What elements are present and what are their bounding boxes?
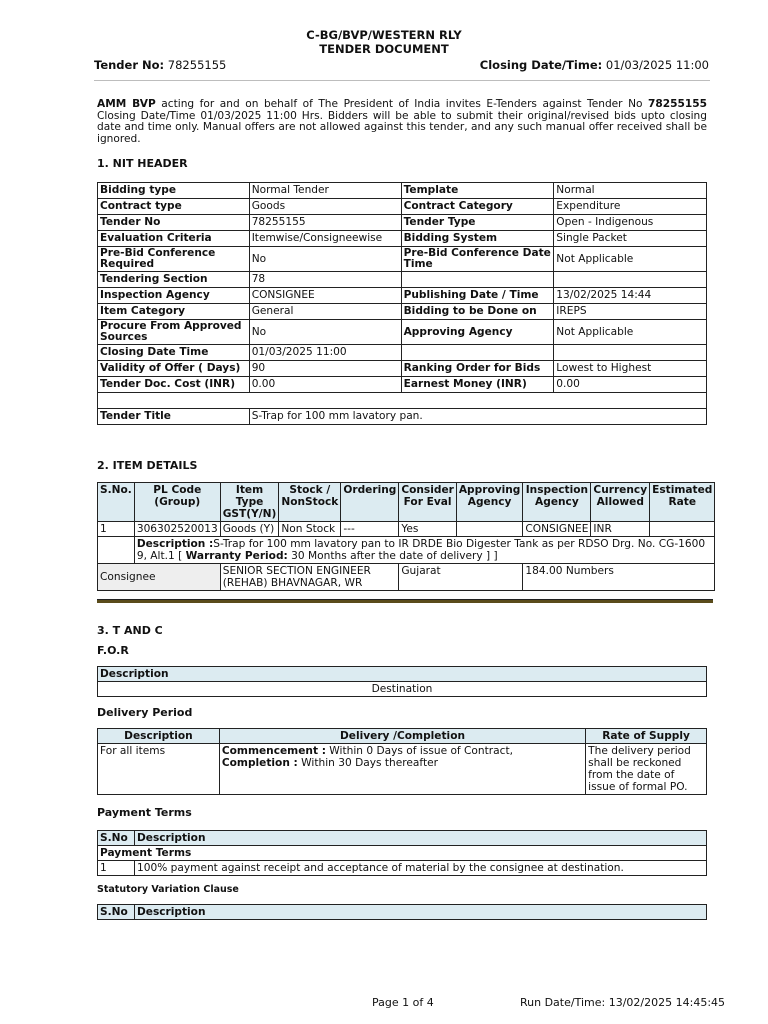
nit-value: General xyxy=(249,304,401,320)
nit-label: Validity of Offer ( Days) xyxy=(98,361,250,377)
item-currency: INR xyxy=(591,522,650,537)
commencement-label: Commencement : xyxy=(221,745,326,757)
item-details-heading: 2. ITEM DETAILS xyxy=(97,459,198,472)
nit-label: Approving Agency xyxy=(401,320,554,345)
nit-value: 01/03/2025 11:00 xyxy=(249,345,401,361)
tender-title-value: S-Trap for 100 mm lavatory pan. xyxy=(249,409,706,425)
item-description xyxy=(134,537,715,564)
col-inspection: Inspection Agency xyxy=(523,483,591,522)
consignee-name: SENIOR SECTION ENGINEER (REHAB) BHAVNAGAR, WR xyxy=(220,564,399,591)
intro-lead: AMM BVP xyxy=(97,98,156,110)
item-pl-code: 306302520013 xyxy=(134,522,220,537)
nit-label: Tendering Section xyxy=(98,272,250,288)
run-datetime-value: 13/02/2025 14:45:45 xyxy=(608,996,726,1009)
closing-datetime xyxy=(480,58,709,72)
nit-spacer-row xyxy=(98,393,707,409)
tender-number xyxy=(94,58,226,72)
delivery-col-rate: Rate of Supply xyxy=(586,729,707,744)
run-datetime xyxy=(520,996,725,1009)
item-row xyxy=(98,522,715,537)
nit-value: IREPS xyxy=(554,304,707,320)
item-description-row xyxy=(98,537,715,564)
intro-tender-no: 78255155 xyxy=(648,98,707,110)
payment-table xyxy=(97,830,707,876)
nit-row xyxy=(98,288,707,304)
delivery-col-description: Description xyxy=(98,729,220,744)
nit-label: Contract Category xyxy=(401,199,554,215)
closing-datetime-value: 01/03/2025 11:00 xyxy=(605,58,709,72)
intro-paragraph xyxy=(97,99,707,145)
closing-datetime-label: Closing Date/Time: xyxy=(479,58,603,72)
payment-col-description: Description xyxy=(134,831,706,846)
delivery-completion xyxy=(219,744,585,795)
col-pl-code: PL Code (Group) xyxy=(134,483,220,522)
nit-value: Expenditure xyxy=(554,199,707,215)
nit-value: Not Applicable xyxy=(554,247,707,272)
nit-row xyxy=(98,377,707,393)
nit-label: Item Category xyxy=(98,304,250,320)
nit-title-row xyxy=(98,409,707,425)
for-table xyxy=(97,666,707,697)
item-rate xyxy=(650,522,715,537)
nit-label: Contract type xyxy=(98,199,250,215)
consignee-quantity: 184.00 Numbers xyxy=(523,564,715,591)
nit-label: Tender No xyxy=(98,215,250,231)
nit-row xyxy=(98,320,707,345)
nit-row xyxy=(98,345,707,361)
run-datetime-label: Run Date/Time: xyxy=(520,996,606,1009)
nit-value xyxy=(554,345,707,361)
nit-value: Itemwise/Consigneewise xyxy=(249,231,401,247)
nit-label: Tender Doc. Cost (INR) xyxy=(98,377,250,393)
item-table-footer-bar xyxy=(97,599,713,603)
nit-value: Lowest to Highest xyxy=(554,361,707,377)
item-inspection: CONSIGNEE xyxy=(523,522,591,537)
col-sno: S.No. xyxy=(98,483,135,522)
item-ordering: --- xyxy=(341,522,399,537)
completion-text: Within 30 Days thereafter xyxy=(297,757,438,769)
nit-value: No xyxy=(249,247,401,272)
consignee-state: Gujarat xyxy=(399,564,523,591)
commencement-text: Within 0 Days of issue of Contract, xyxy=(325,745,513,757)
col-stock: Stock / NonStock xyxy=(279,483,341,522)
statutory-heading: Statutory Variation Clause xyxy=(97,884,239,895)
statutory-col-description: Description xyxy=(134,905,706,920)
nit-label: Closing Date Time xyxy=(98,345,250,361)
nit-label: Publishing Date / Time xyxy=(401,288,554,304)
delivery-desc: For all items xyxy=(98,744,220,795)
nit-value: Normal xyxy=(554,183,707,199)
col-consider: Consider For Eval xyxy=(399,483,457,522)
nit-label: Inspection Agency xyxy=(98,288,250,304)
nit-label: Ranking Order for Bids xyxy=(401,361,554,377)
statutory-table xyxy=(97,904,707,920)
nit-row xyxy=(98,272,707,288)
description-text: S-Trap for 100 mm lavatory pan to IR DRDE Bio Digester Tank as per RDSO Drg. No. CG-1600 9, Alt.1 [ xyxy=(136,538,706,562)
header-divider xyxy=(94,80,710,81)
col-currency: Currency Allowed xyxy=(591,483,650,522)
nit-label: Evaluation Criteria xyxy=(98,231,250,247)
completion-label: Completion : xyxy=(221,757,298,769)
for-col-description: Description xyxy=(98,667,707,682)
delivery-col-completion: Delivery /Completion xyxy=(219,729,585,744)
nit-row xyxy=(98,199,707,215)
nit-value: Open - Indigenous xyxy=(554,215,707,231)
for-heading: F.O.R xyxy=(97,644,129,657)
payment-heading: Payment Terms xyxy=(97,806,192,819)
nit-value: 78 xyxy=(249,272,401,288)
item-header-row xyxy=(98,483,715,522)
nit-label: Tender Type xyxy=(401,215,554,231)
nit-row xyxy=(98,361,707,377)
payment-group: Payment Terms xyxy=(98,846,707,861)
col-ordering: Ordering xyxy=(341,483,399,522)
item-consider: Yes xyxy=(399,522,457,537)
nit-value: 0.00 xyxy=(249,377,401,393)
nit-value: Not Applicable xyxy=(554,320,707,345)
nit-value: 13/02/2025 14:44 xyxy=(554,288,707,304)
org-title: C-BG/BVP/WESTERN RLY xyxy=(306,28,462,42)
col-estimated-rate: Estimated Rate xyxy=(650,483,715,522)
tender-number-value: 78255155 xyxy=(167,58,227,72)
nit-label: Pre-Bid Conference Date Time xyxy=(401,247,554,272)
nit-row xyxy=(98,247,707,272)
tandc-heading: 3. T AND C xyxy=(97,624,163,637)
consignee-label: Consignee xyxy=(98,564,221,591)
page-number: Page 1 of 4 xyxy=(372,996,434,1009)
nit-row xyxy=(98,304,707,320)
nit-value: Single Packet xyxy=(554,231,707,247)
nit-value: Goods xyxy=(249,199,401,215)
nit-value xyxy=(554,272,707,288)
nit-row xyxy=(98,231,707,247)
nit-value: No xyxy=(249,320,401,345)
nit-label: Template xyxy=(401,183,554,199)
nit-label: Procure From Approved Sources xyxy=(98,320,250,345)
statutory-col-sno: S.No xyxy=(98,905,135,920)
delivery-rate: The delivery period shall be reckoned from the date of issue of formal PO. xyxy=(586,744,707,795)
nit-value: Normal Tender xyxy=(249,183,401,199)
nit-table xyxy=(97,182,707,425)
nit-label: Earnest Money (INR) xyxy=(401,377,554,393)
nit-label: Bidding System xyxy=(401,231,554,247)
item-details-table xyxy=(97,482,715,591)
delivery-heading: Delivery Period xyxy=(97,706,193,719)
col-item-type: Item Type GST(Y/N) xyxy=(220,483,279,522)
tender-title-label: Tender Title xyxy=(98,409,250,425)
nit-label: Bidding type xyxy=(98,183,250,199)
payment-desc: 100% payment against receipt and acceptance of material by the consignee at destination. xyxy=(134,861,706,876)
nit-value: 0.00 xyxy=(554,377,707,393)
nit-label xyxy=(401,345,554,361)
nit-value: 90 xyxy=(249,361,401,377)
col-approving: Approving Agency xyxy=(456,483,523,522)
item-approving xyxy=(456,522,523,537)
payment-col-sno: S.No xyxy=(98,831,135,846)
tender-number-label: Tender No: xyxy=(94,58,165,72)
for-value: Destination xyxy=(98,682,707,697)
nit-label xyxy=(401,272,554,288)
nit-row xyxy=(98,183,707,199)
nit-row xyxy=(98,215,707,231)
warranty-label: Warranty Period: xyxy=(185,550,288,562)
nit-label: Bidding to be Done on xyxy=(401,304,554,320)
item-type: Goods (Y) xyxy=(220,522,279,537)
warranty-text: 30 Months after the date of delivery ] ] xyxy=(287,550,498,562)
nit-label: Pre-Bid Conference Required xyxy=(98,247,250,272)
document-title: TENDER DOCUMENT xyxy=(319,42,449,56)
item-sno: 1 xyxy=(98,522,135,537)
intro-text-2: Closing Date/Time 01/03/2025 11:00 Hrs. Bidders will be able to submit their original/revised bids upto closing date and time only. Manual offers are not allowed against this tender, and any such manual offer received shall be ignored. xyxy=(97,109,707,145)
delivery-table xyxy=(97,728,707,795)
payment-sno: 1 xyxy=(98,861,135,876)
intro-text-1: acting for and on behalf of The President of India invites E-Tenders against Tender No xyxy=(155,98,649,110)
nit-value: 78255155 xyxy=(249,215,401,231)
item-stock: Non Stock xyxy=(279,522,341,537)
nit-value: CONSIGNEE xyxy=(249,288,401,304)
nit-heading: 1. NIT HEADER xyxy=(97,157,188,170)
description-label: Description : xyxy=(136,538,214,550)
consignee-row xyxy=(98,564,715,591)
